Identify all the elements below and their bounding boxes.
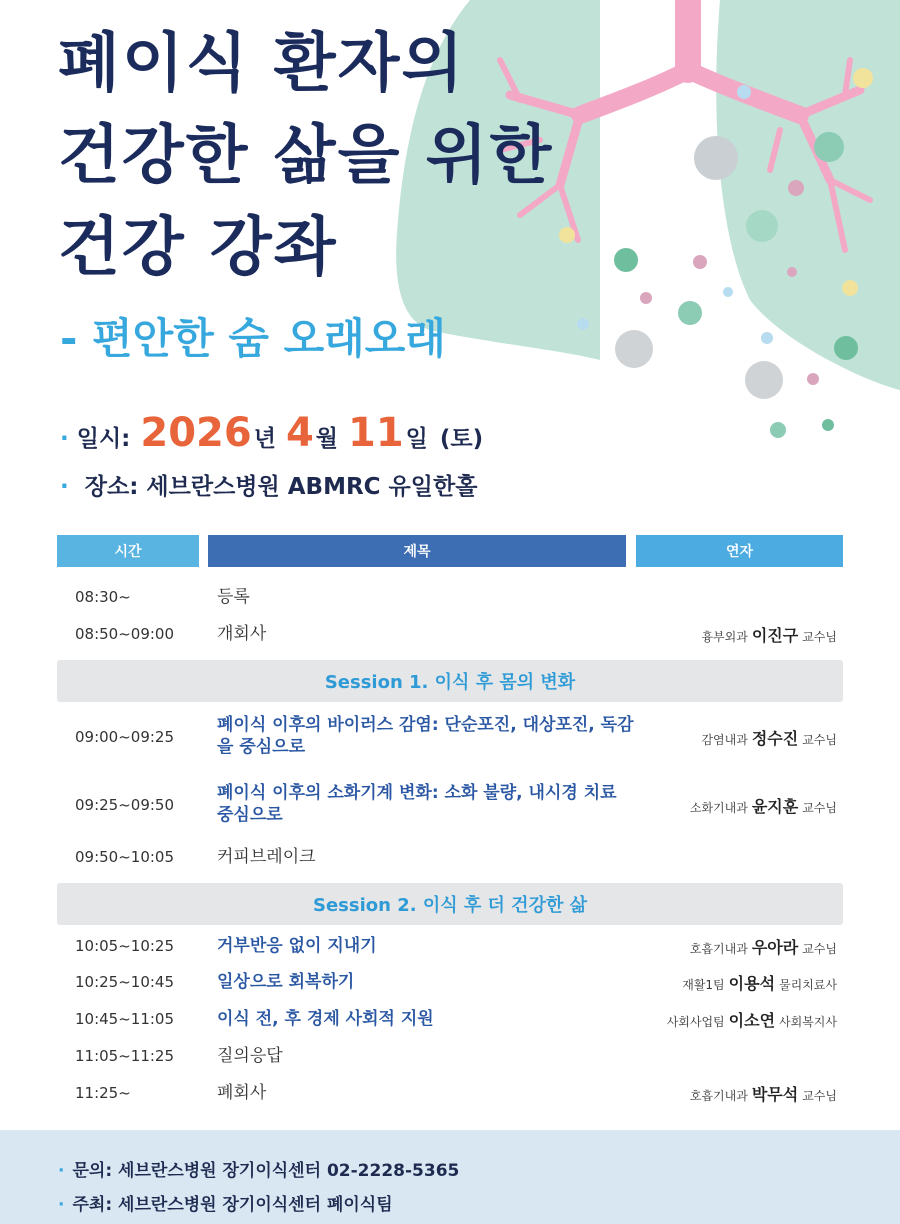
bullet-icon: ·	[58, 1161, 65, 1181]
date-month: 4	[285, 410, 314, 456]
row-time: 10:25~10:45	[75, 973, 175, 991]
right-lung-shape	[716, 0, 900, 390]
contact-label: 문의:	[72, 1161, 113, 1181]
row-title: 개회사	[217, 624, 267, 644]
speaker-name: 정수진	[751, 729, 799, 748]
date-year: 2026	[140, 410, 252, 456]
row-title: 일상으로 회복하기	[217, 972, 355, 992]
row-speaker	[690, 794, 837, 817]
speaker-name: 박무석	[751, 1085, 799, 1104]
row-title: 폐회사	[217, 1083, 267, 1103]
speaker-dept: 소화기내과	[689, 801, 748, 815]
place-label: 장소:	[84, 474, 139, 500]
row-time: 09:00~09:25	[75, 728, 175, 746]
host-label: 주최:	[72, 1195, 113, 1215]
schedule-row	[57, 1082, 843, 1104]
speaker-dept: 감염내과	[701, 733, 748, 747]
row-time: 09:50~10:05	[75, 848, 175, 866]
page-title	[58, 18, 553, 294]
session-header: Session 2. 이식 후 더 건강한 삶	[57, 883, 843, 925]
date-month-unit: 월	[315, 426, 338, 452]
row-title: 거부반응 없이 지내기	[217, 936, 377, 956]
column-header-time: 시간	[57, 535, 199, 567]
speaker-name: 이소연	[728, 1011, 776, 1030]
speaker-name: 우아라	[751, 938, 799, 957]
schedule-row	[57, 971, 843, 993]
speaker-role: 교수님	[802, 733, 837, 747]
footer	[0, 1130, 900, 1224]
speaker-dept: 사회사업팀	[666, 1015, 725, 1029]
row-speaker	[701, 623, 837, 646]
row-time: 11:05~11:25	[75, 1047, 175, 1065]
title-line-2: 건강한 삶을 위한	[58, 119, 554, 193]
row-time: 08:50~09:00	[75, 625, 175, 643]
speaker-dept: 재활1팀	[682, 978, 725, 992]
bullet-icon: ·	[58, 1195, 65, 1215]
speaker-name: 이진구	[751, 626, 799, 645]
speaker-name: 이용석	[728, 974, 776, 993]
bullet-icon: ·	[60, 426, 69, 452]
schedule-row	[57, 935, 843, 957]
title-line-3: 건강 강좌	[58, 211, 338, 285]
place-value: 세브란스병원 ABMRC 유일한홀	[146, 474, 478, 500]
date-day-unit: 일	[405, 426, 428, 452]
row-speaker	[667, 1008, 837, 1031]
speaker-role: 교수님	[802, 801, 837, 815]
row-title: 질의응답	[217, 1046, 283, 1066]
schedule-row	[57, 714, 843, 760]
speaker-role: 교수님	[802, 1089, 837, 1103]
row-speaker	[682, 971, 837, 994]
row-speaker	[690, 1082, 837, 1105]
page-subtitle: - 편안한 숨 오래오래	[60, 314, 446, 363]
session-header: Session 1. 이식 후 몸의 변화	[57, 660, 843, 702]
speaker-role: 교수님	[802, 630, 837, 644]
date-label: 일시:	[76, 426, 131, 452]
speaker-role: 교수님	[802, 942, 837, 956]
schedule-row	[57, 1045, 843, 1067]
speaker-name: 윤지훈	[751, 797, 799, 816]
row-title: 폐이식 이후의 바이러스 감염: 단순포진, 대상포진, 독감을 중심으로	[217, 715, 634, 757]
speaker-role: 물리치료사	[779, 978, 837, 992]
schedule-row	[57, 846, 843, 868]
column-header-speaker: 연자	[636, 535, 843, 567]
speaker-dept: 호흡기내과	[689, 1089, 748, 1103]
row-time: 11:25~	[75, 1084, 131, 1102]
speaker-dept: 호흡기내과	[689, 942, 748, 956]
row-title: 커피브레이크	[217, 847, 316, 867]
host-value: 세브란스병원 장기이식센터 폐이식팀	[118, 1195, 393, 1215]
schedule-row	[57, 586, 843, 608]
date-day: 11	[348, 410, 404, 456]
row-speaker	[690, 935, 837, 958]
event-date	[60, 410, 493, 456]
contact-value: 세브란스병원 장기이식센터 02-2228-5365	[118, 1161, 460, 1181]
date-weekday: (토)	[439, 426, 484, 452]
title-line-1: 폐이식 환자의	[58, 27, 466, 101]
row-time: 09:25~09:50	[75, 796, 175, 814]
contact-line	[58, 1156, 459, 1181]
schedule-row	[57, 782, 843, 828]
host-line	[58, 1190, 393, 1215]
event-place	[60, 468, 477, 501]
row-time: 08:30~	[75, 588, 131, 606]
column-header-title: 제목	[208, 535, 626, 567]
row-title: 폐이식 이후의 소화기계 변화: 소화 불량, 내시경 치료 중심으로	[217, 783, 617, 825]
speaker-dept: 흉부외과	[701, 630, 748, 644]
schedule-row	[57, 1008, 843, 1030]
row-title: 등록	[217, 587, 250, 607]
row-title: 이식 전, 후 경제 사회적 지원	[217, 1009, 434, 1029]
row-time: 10:05~10:25	[75, 937, 175, 955]
date-year-unit: 년	[253, 426, 276, 452]
row-speaker	[701, 726, 837, 749]
speaker-role: 사회복지사	[779, 1015, 837, 1029]
bullet-icon: ·	[60, 474, 69, 500]
schedule-row	[57, 623, 843, 645]
row-time: 10:45~11:05	[75, 1010, 175, 1028]
